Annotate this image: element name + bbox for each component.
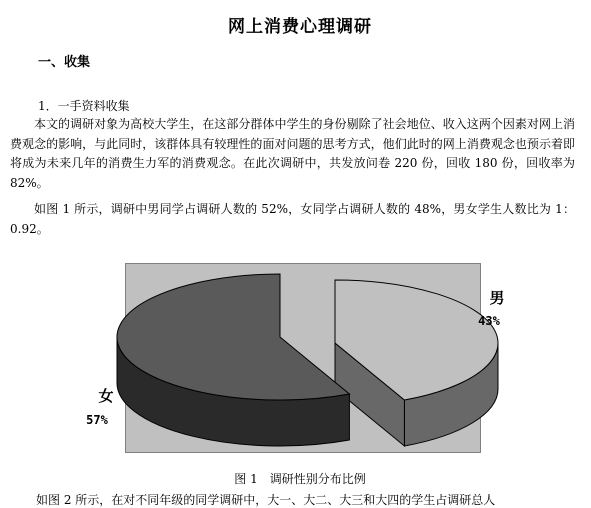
figure-caption <box>0 470 591 487</box>
pie-label-female: 女 <box>98 387 114 405</box>
subsection-heading: 1．一手资料收集 <box>38 99 130 113</box>
paragraph-grade-distribution-cutoff: 如图 2 所示，在对不同年级的同学调研中，大一、大二、大三和大四的学生占调研总人 <box>36 493 496 507</box>
figure-caption-text: 调研性别分布比例 <box>269 472 366 486</box>
section-heading: 一、收集 <box>38 55 91 70</box>
figure-caption-number: 图 1 <box>234 472 258 486</box>
paragraph-research-subjects: 本文的调研对象为高校大学生，在这部分群体中学生的身份剔除了社会地位、收入这两个因素对网上消费观念的影响，与此同时，该群体具有较理性的面对问题的思考方式，他们此时的网上消费观念也预示着即将成为未来几年的消费生力军的消费观念。在此次调研中，共发放问卷 220 份，回收 180 份，回收率为 82%。 <box>10 117 575 190</box>
document-title: 网上消费心理调研 <box>228 17 372 37</box>
paragraph-gender-ratio: 如图 1 所示，调研中男同学占调研人数的 52%，女同学占调研人数的 48%，男女学生人数比为 1：0.92。 <box>10 202 575 236</box>
pie-value-label-female: 57% <box>86 413 108 427</box>
pie-value-label-male: 43% <box>478 314 500 328</box>
pie-label-male: 男 <box>489 289 505 307</box>
